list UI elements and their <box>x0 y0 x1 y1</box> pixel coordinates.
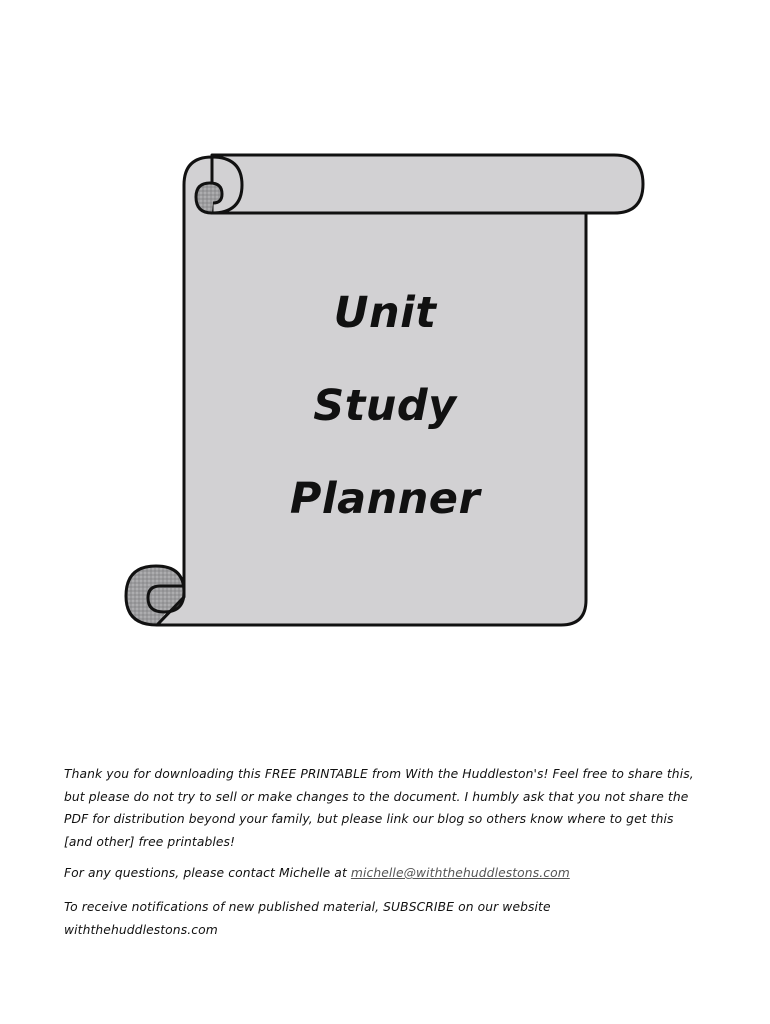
title-line-planner: Planner <box>289 474 481 524</box>
contact-prefix: For any questions, please contact Michelle at <box>64 866 351 880</box>
scroll-top-roll <box>212 155 643 213</box>
title-line-study: Study <box>313 381 457 431</box>
contact-email-link[interactable]: michelle@withthehuddlestons.com <box>350 866 570 880</box>
title-line-unit: Unit <box>333 288 437 338</box>
contact-notice <box>64 862 704 885</box>
subscribe-notice: To receive notifications of new published material, SUBSCRIBE on our website withthehuddlestons.com <box>64 900 551 937</box>
thank-you-notice: Thank you for downloading this FREE PRINTABLE from With the Huddleston's! Feel free to share this, but please do not try to sell or make changes to the document. I humbly ask that you not share the PDF for distribution beyond your family, but please link our blog so others know where to get this [and other] free printables! <box>64 767 694 849</box>
